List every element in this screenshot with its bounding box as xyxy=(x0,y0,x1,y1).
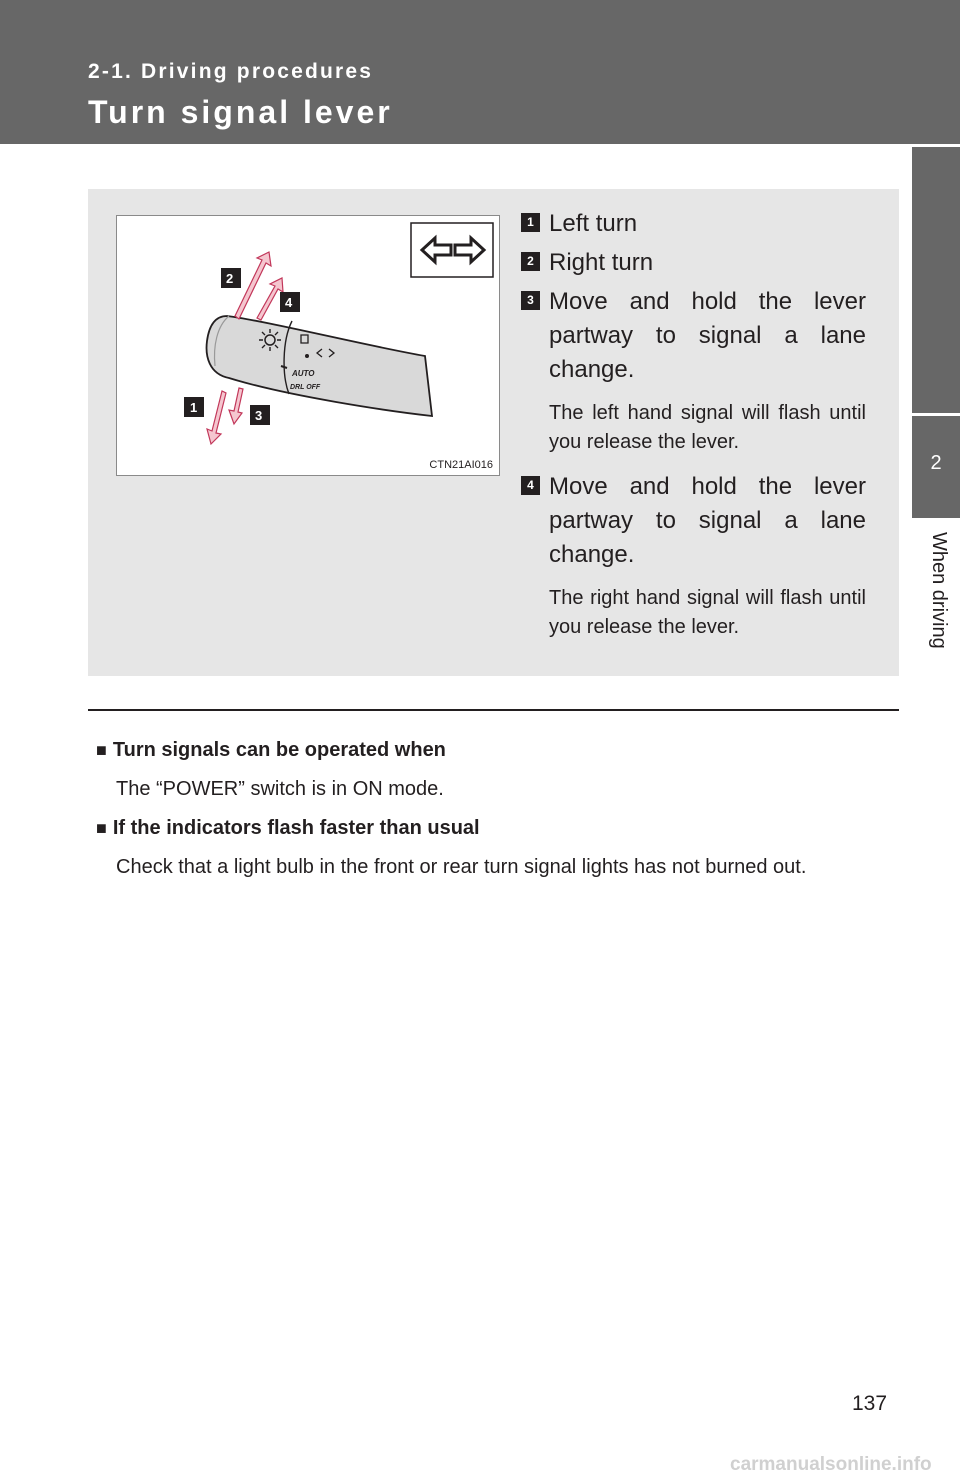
section-label: 2-1. Driving procedures xyxy=(88,60,374,83)
step-number: 3 xyxy=(521,291,540,310)
step-text: Right turn xyxy=(549,249,654,276)
info-body: The “POWER” switch is in ON mode. xyxy=(116,778,444,800)
arrow-3 xyxy=(229,388,243,424)
info-heading-text: If the indicators flash faster than usual xyxy=(112,817,480,839)
callout-2-label: 2 xyxy=(226,271,234,286)
step-number: 4 xyxy=(521,476,540,495)
info-body: Check that a light bulb in the front or rear turn signal lights has not burned out. xyxy=(116,856,807,878)
step-text: Left turn xyxy=(549,210,638,237)
section-divider xyxy=(88,709,899,711)
step-item xyxy=(521,207,866,241)
arrow-1 xyxy=(207,391,226,444)
step-item xyxy=(521,285,866,457)
page-header xyxy=(0,0,960,144)
step-text: Move and hold the lever partway to signal a lane change. xyxy=(549,473,866,568)
step-text: Move and hold the lever partway to signal a lane change. xyxy=(549,288,866,383)
bullet-square-icon: ■ xyxy=(96,818,107,838)
step-note: The left hand signal will flash until you release the lever. xyxy=(549,402,866,453)
watermark: carmanualsonline.info xyxy=(730,1454,932,1475)
info-heading-text: Turn signals can be operated when xyxy=(112,739,446,761)
chapter-tab-number: 2 xyxy=(930,452,942,474)
figure-code: CTN21AI016 xyxy=(429,459,493,471)
step-number: 2 xyxy=(521,252,540,271)
info-heading xyxy=(96,739,446,762)
lever-label-drl: DRL OFF xyxy=(290,384,321,391)
callout-3-label: 3 xyxy=(255,408,263,423)
step-item xyxy=(521,470,866,642)
bullet-square-icon: ■ xyxy=(96,740,107,760)
info-heading xyxy=(96,817,480,840)
lever-drawing xyxy=(117,216,501,477)
side-tab-top xyxy=(912,147,960,413)
step-note: The right hand signal will flash until you release the lever. xyxy=(549,587,866,638)
arrow-4 xyxy=(257,278,283,320)
callout-4-label: 4 xyxy=(285,295,293,310)
callout-1-label: 1 xyxy=(190,400,198,415)
lever-label-auto: AUTO xyxy=(292,369,315,378)
chapter-tab-label: When driving xyxy=(928,532,950,649)
step-item xyxy=(521,246,866,280)
page-number: 137 xyxy=(852,1392,888,1415)
step-number: 1 xyxy=(521,213,540,232)
turn-signal-lever-illustration xyxy=(116,215,500,476)
page-title: Turn signal lever xyxy=(88,94,393,130)
